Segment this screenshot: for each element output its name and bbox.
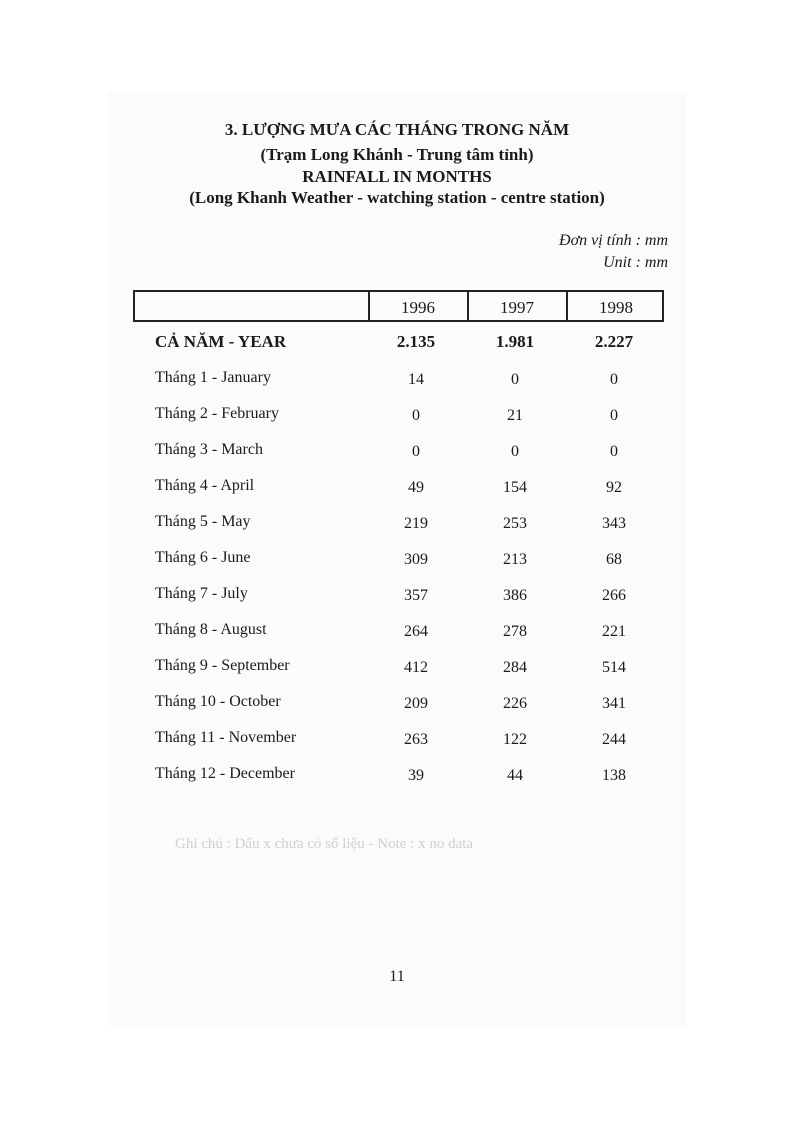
rainfall-cell-1998: 244 bbox=[602, 731, 626, 748]
rainfall-cell-1998: 0 bbox=[610, 443, 618, 460]
rainfall-cell-1998: 221 bbox=[602, 623, 626, 640]
rainfall-cell-1998: 514 bbox=[602, 659, 626, 676]
total-value-1998: 2.227 bbox=[594, 332, 634, 351]
column-header-1996: 1996 bbox=[401, 298, 435, 317]
rainfall-cell-1997: 386 bbox=[503, 587, 527, 604]
rainfall-cell-1996: 49 bbox=[408, 479, 424, 496]
month-row-label: Tháng 1 - January bbox=[155, 369, 271, 386]
rainfall-cell-1997: 44 bbox=[507, 767, 523, 784]
rainfall-cell-1998: 68 bbox=[606, 551, 622, 568]
month-row-label: Tháng 10 - October bbox=[155, 693, 281, 710]
rainfall-cell-1996: 264 bbox=[404, 623, 428, 640]
total-value-1996: 2.135 bbox=[396, 332, 436, 351]
title-english: RAINFALL IN MONTHS bbox=[302, 167, 492, 186]
rainfall-cell-1997: 21 bbox=[507, 407, 523, 424]
rainfall-cell-1998: 341 bbox=[602, 695, 626, 712]
rainfall-cell-1997: 213 bbox=[503, 551, 527, 568]
rainfall-cell-1996: 39 bbox=[408, 767, 424, 784]
unit-label-english: Unit : mm bbox=[603, 254, 668, 271]
month-row-label: Tháng 9 - September bbox=[155, 657, 290, 674]
rainfall-cell-1997: 284 bbox=[503, 659, 527, 676]
month-row-label: Tháng 7 - July bbox=[155, 585, 248, 602]
rainfall-cell-1996: 263 bbox=[404, 731, 428, 748]
rainfall-cell-1998: 0 bbox=[610, 407, 618, 424]
column-header-1998: 1998 bbox=[599, 298, 633, 317]
table-header bbox=[133, 290, 664, 322]
title-vietnamese: 3. LƯỢNG MƯA CÁC THÁNG TRONG NĂM bbox=[224, 120, 570, 139]
month-row-label: Tháng 2 - February bbox=[155, 405, 279, 422]
rainfall-cell-1996: 0 bbox=[412, 443, 420, 460]
column-header-1997: 1997 bbox=[500, 298, 534, 317]
rainfall-cell-1998: 0 bbox=[610, 371, 618, 388]
rainfall-cell-1996: 357 bbox=[404, 587, 428, 604]
rainfall-cell-1997: 0 bbox=[511, 443, 519, 460]
page-number: 11 bbox=[389, 968, 405, 985]
bleed-through-text: Ghi chú : Dấu x chưa có số liệu - Note : x no data bbox=[175, 836, 474, 852]
rainfall-cell-1997: 226 bbox=[503, 695, 527, 712]
total-row-label: CẢ NĂM - YEAR bbox=[155, 332, 287, 351]
rainfall-cell-1998: 343 bbox=[602, 515, 626, 532]
rainfall-cell-1997: 122 bbox=[503, 731, 527, 748]
month-row-label: Tháng 12 - December bbox=[155, 765, 295, 782]
rainfall-cell-1997: 154 bbox=[503, 479, 527, 496]
rainfall-cell-1997: 278 bbox=[503, 623, 527, 640]
month-row-label: Tháng 3 - March bbox=[155, 441, 263, 458]
rainfall-cell-1996: 14 bbox=[408, 371, 424, 388]
month-row-label: Tháng 11 - November bbox=[155, 729, 297, 746]
rainfall-cell-1997: 0 bbox=[511, 371, 519, 388]
total-value-1997: 1.981 bbox=[495, 332, 535, 351]
rainfall-cell-1998: 92 bbox=[606, 479, 622, 496]
rainfall-cell-1996: 309 bbox=[404, 551, 428, 568]
subtitle-vietnamese-station: (Trạm Long Khánh - Trung tâm tỉnh) bbox=[260, 145, 534, 164]
month-row-label: Tháng 8 - August bbox=[155, 621, 267, 638]
rainfall-cell-1996: 412 bbox=[404, 659, 428, 676]
month-row-label: Tháng 6 - June bbox=[155, 549, 251, 566]
month-row-label: Tháng 4 - April bbox=[155, 477, 255, 494]
rainfall-cell-1996: 209 bbox=[404, 695, 428, 712]
rainfall-cell-1996: 0 bbox=[412, 407, 420, 424]
subtitle-english-station: (Long Khanh Weather - watching station - centre station) bbox=[189, 188, 605, 207]
rainfall-cell-1997: 253 bbox=[503, 515, 527, 532]
rainfall-cell-1998: 138 bbox=[602, 767, 626, 784]
unit-label-vietnamese: Đơn vị tính : mm bbox=[559, 232, 668, 249]
rainfall-cell-1996: 219 bbox=[404, 515, 428, 532]
rainfall-cell-1998: 266 bbox=[602, 587, 626, 604]
month-row-label: Tháng 5 - May bbox=[155, 513, 251, 530]
